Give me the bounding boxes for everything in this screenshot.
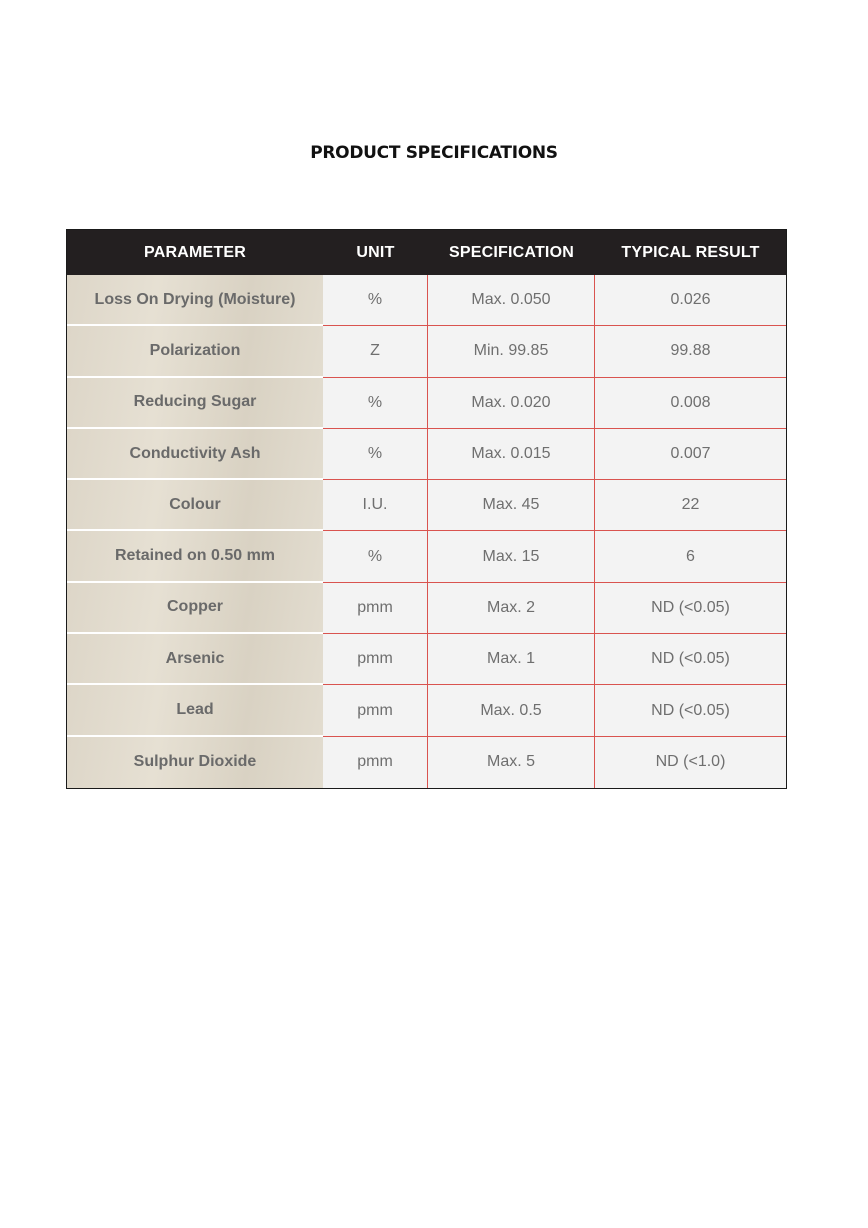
specification-cell: Max. 45 — [428, 480, 595, 531]
specification-cell: Max. 0.050 — [428, 275, 595, 326]
unit-cell: % — [323, 429, 428, 480]
unit-cell: I.U. — [323, 480, 428, 531]
parameter-cell: Loss On Drying (Moisture) — [67, 275, 323, 326]
header-specification: SPECIFICATION — [449, 243, 574, 261]
table-header-row — [67, 230, 786, 275]
unit-cell: pmm — [323, 583, 428, 634]
specification-cell: Max. 0.020 — [428, 378, 595, 429]
unit-cell: pmm — [323, 737, 428, 788]
unit-cell: % — [323, 531, 428, 582]
typical-result-cell: ND (<0.05) — [595, 685, 786, 736]
table-row — [67, 429, 786, 480]
typical-result-cell: 6 — [595, 531, 786, 582]
typical-result-cell: 0.007 — [595, 429, 786, 480]
typical-result-cell: ND (<0.05) — [595, 583, 786, 634]
unit-cell: % — [323, 275, 428, 326]
parameter-cell: Colour — [67, 480, 323, 531]
table-row — [67, 531, 786, 582]
unit-cell: % — [323, 378, 428, 429]
specification-cell: Max. 15 — [428, 531, 595, 582]
unit-cell: Z — [323, 326, 428, 377]
table-row — [67, 326, 786, 377]
table-body — [67, 275, 786, 788]
parameter-cell: Conductivity Ash — [67, 429, 323, 480]
parameter-cell: Copper — [67, 583, 323, 634]
table-row — [67, 634, 786, 685]
header-parameter: PARAMETER — [144, 243, 246, 261]
typical-result-cell: 0.008 — [595, 378, 786, 429]
specification-cell: Max. 5 — [428, 737, 595, 788]
specification-cell: Max. 0.015 — [428, 429, 595, 480]
parameter-cell: Polarization — [67, 326, 323, 377]
unit-cell: pmm — [323, 634, 428, 685]
parameter-cell: Reducing Sugar — [67, 378, 323, 429]
table-row — [67, 737, 786, 788]
specification-cell: Min. 99.85 — [428, 326, 595, 377]
table-row — [67, 685, 786, 736]
specification-cell: Max. 2 — [428, 583, 595, 634]
table-row — [67, 480, 786, 531]
parameter-cell: Lead — [67, 685, 323, 736]
typical-result-cell: 99.88 — [595, 326, 786, 377]
typical-result-cell: ND (<1.0) — [595, 737, 786, 788]
unit-cell: pmm — [323, 685, 428, 736]
page-title: PRODUCT SPECIFICATIONS — [310, 143, 558, 163]
parameter-cell: Sulphur Dioxide — [67, 737, 323, 788]
table-row — [67, 378, 786, 429]
parameter-cell: Retained on 0.50 mm — [67, 531, 323, 582]
header-unit: UNIT — [356, 243, 395, 261]
specification-cell: Max. 1 — [428, 634, 595, 685]
typical-result-cell: 0.026 — [595, 275, 786, 326]
parameter-cell: Arsenic — [67, 634, 323, 685]
typical-result-cell: ND (<0.05) — [595, 634, 786, 685]
specifications-table — [66, 229, 787, 789]
typical-result-cell: 22 — [595, 480, 786, 531]
specification-cell: Max. 0.5 — [428, 685, 595, 736]
table-row — [67, 275, 786, 326]
header-typical-result: TYPICAL RESULT — [621, 243, 760, 261]
table-row — [67, 583, 786, 634]
